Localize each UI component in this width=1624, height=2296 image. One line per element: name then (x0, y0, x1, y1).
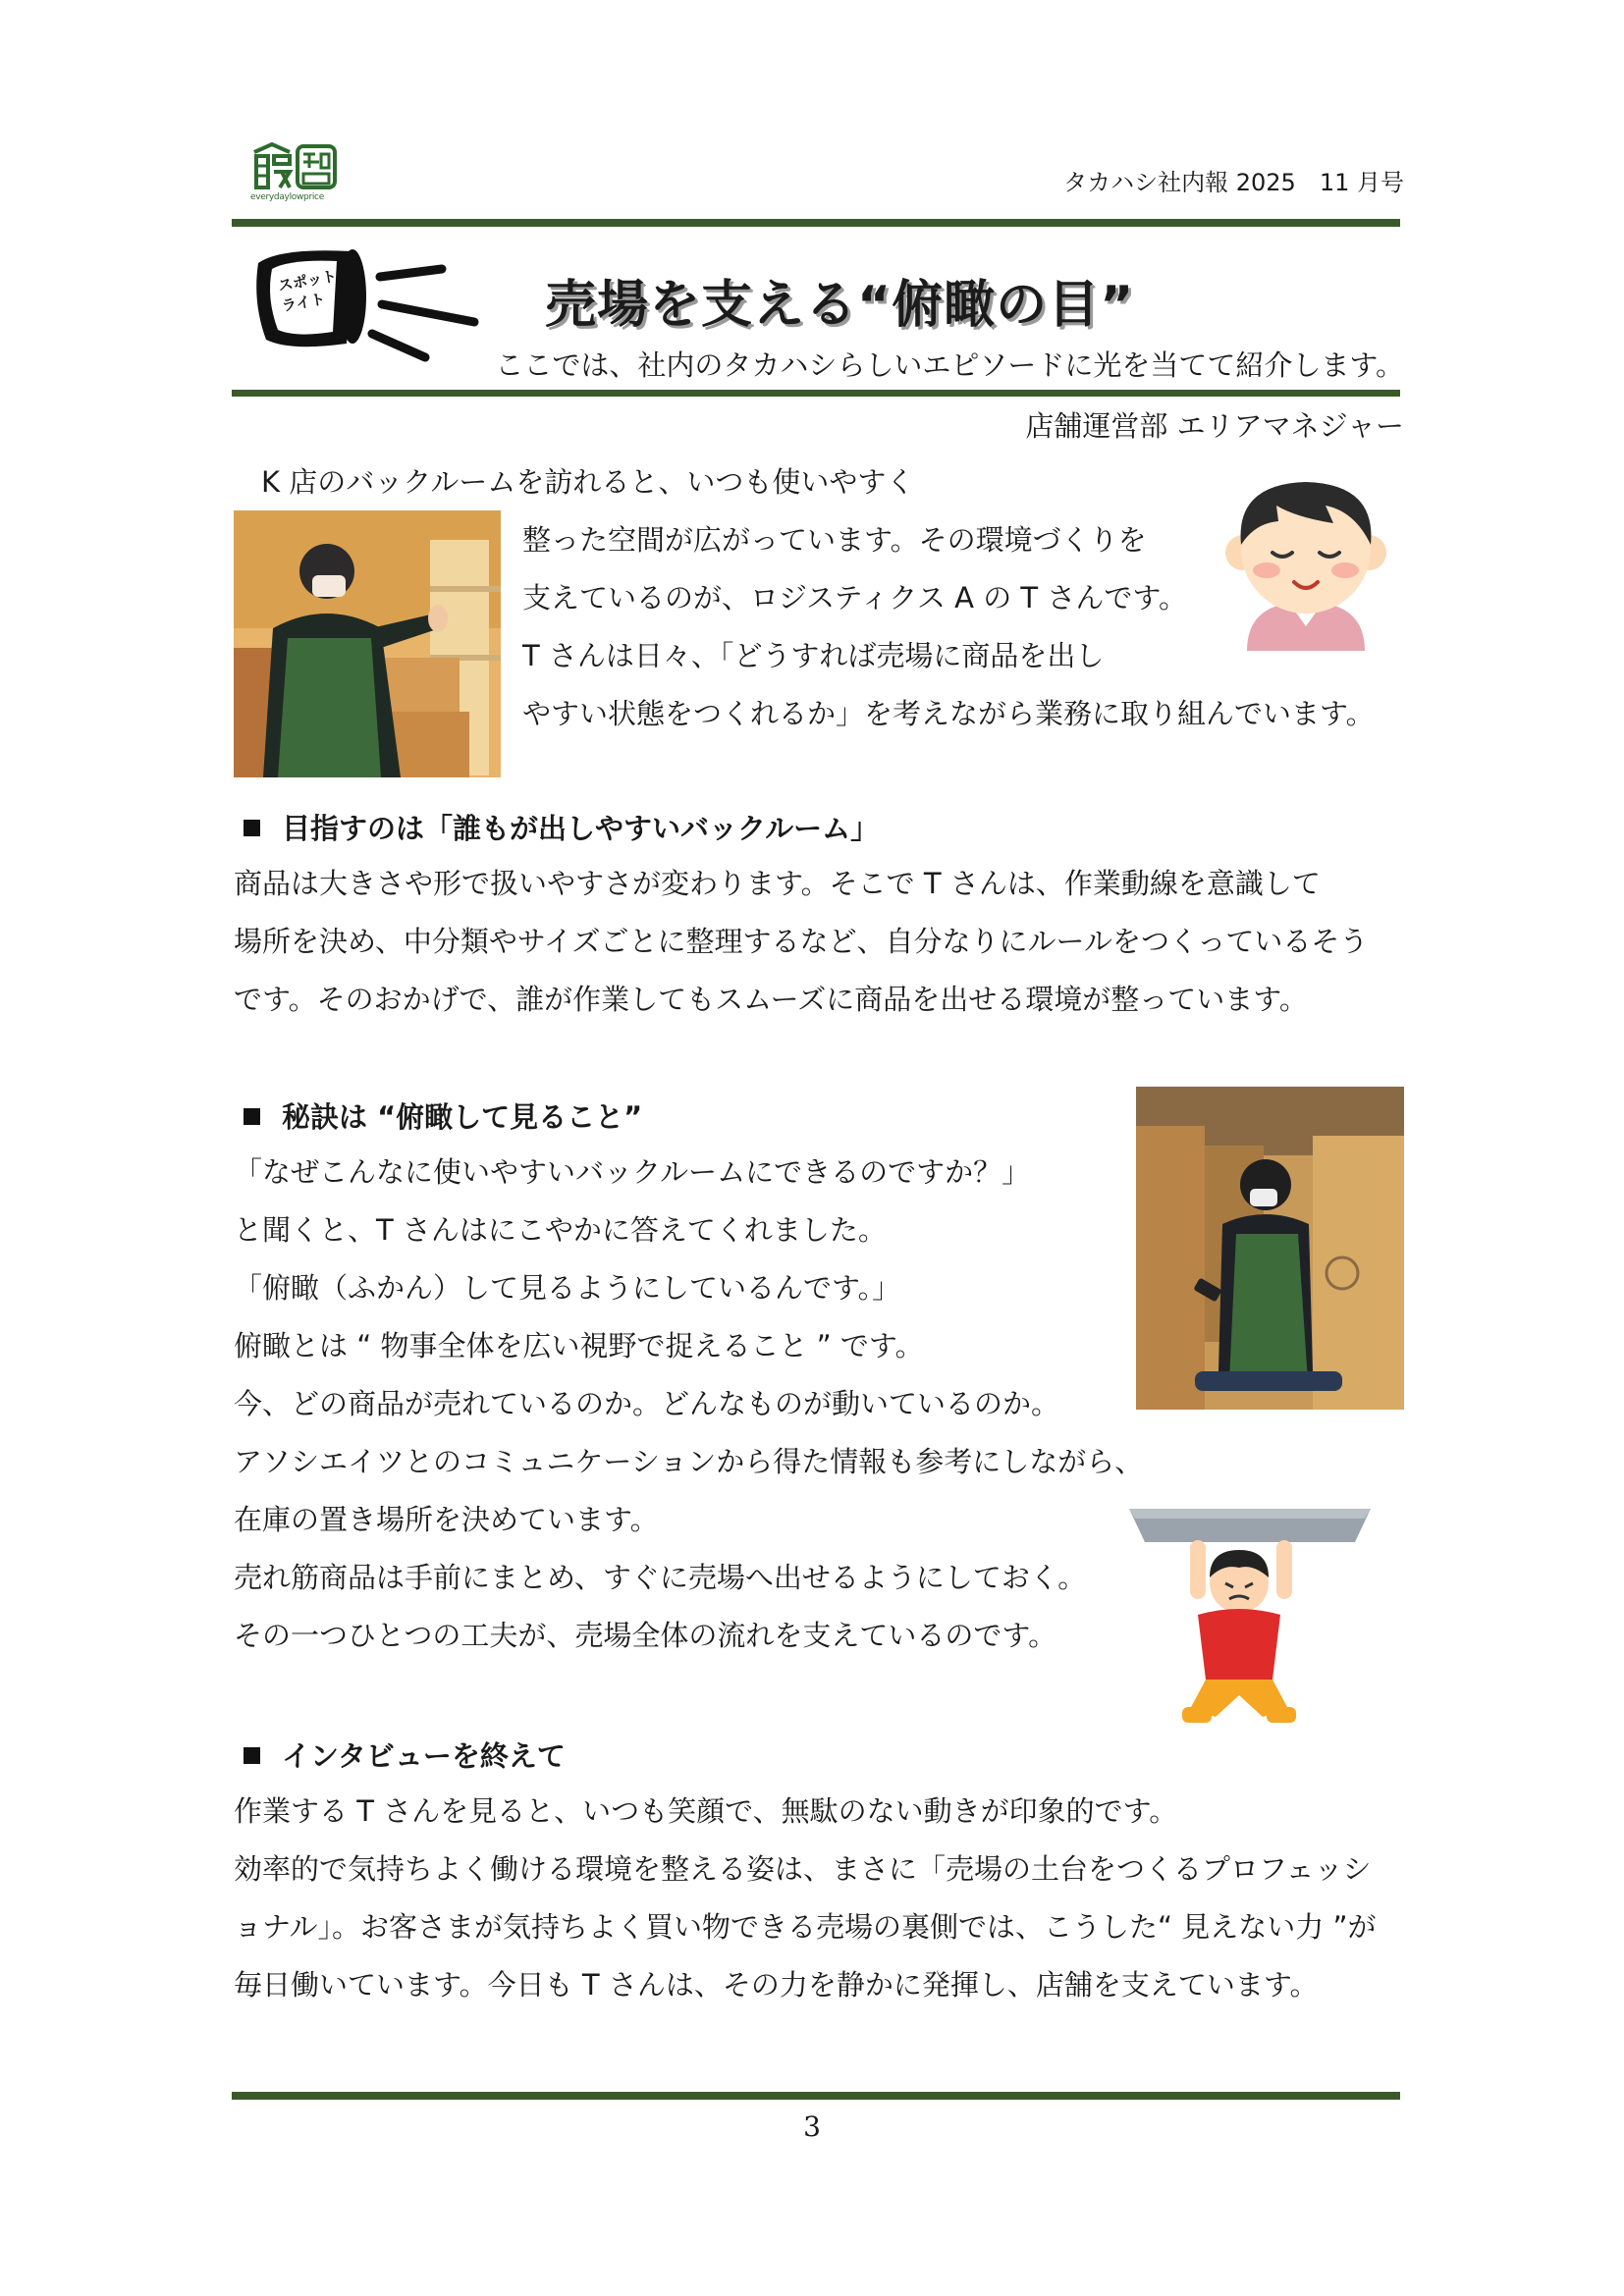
page-number: 3 (803, 2110, 821, 2143)
body-line: 俯瞰とは “ 物事全体を広い視野で捉えること ” です。 (234, 1329, 924, 1362)
bullet-square-icon (244, 820, 260, 836)
checking-photo-icon (1136, 1087, 1404, 1410)
intro-line: 整った空間が広がっています。その環境づくりを (522, 523, 1147, 557)
section-heading (234, 1095, 642, 1136)
section-heading (234, 807, 879, 847)
badge-label: スポット ライト (276, 267, 339, 315)
logo (250, 142, 341, 207)
bullet-square-icon (244, 1747, 260, 1764)
divider (232, 219, 1400, 227)
body-line: その一つひとつの工夫が、売場全体の流れを支えているのです。 (234, 1619, 1057, 1652)
bullet-square-icon (244, 1108, 260, 1125)
divider (232, 390, 1400, 397)
section-heading-text: 目指すのは「誰もが出しやすいバックルーム」 (282, 812, 880, 845)
section-heading (234, 1735, 566, 1775)
body-line: 毎日働いています。今日も T さんは、その力を静かに発揮し、店舗を支えています。 (234, 1968, 1319, 2002)
manager-illustration (1208, 454, 1404, 651)
worker-photo-icon (234, 510, 501, 777)
body-line: です。そのおかげで、誰が作業してもスムーズに商品を出せる環境が整っています。 (234, 983, 1308, 1016)
body-line: 在庫の置き場所を決めています。 (234, 1503, 659, 1536)
body-line: 今、どの商品が売れているのか。どんなものが動いているのか。 (234, 1387, 1060, 1420)
section-heading-text: インタビューを終えて (282, 1739, 566, 1773)
body-line: と聞くと、T さんはにこやかに答えてくれました。 (234, 1213, 887, 1247)
intro-line: 支えているのが、ロジスティクス A の T さんです。 (522, 581, 1188, 614)
body-line: 場所を決め、中分類やサイズごとに整理するなど、自分なりにルールをつくっているそう (234, 925, 1369, 958)
intro-line: やすい状態をつくれるか」を考えながら業務に取り組んでいます。 (522, 697, 1375, 730)
issue-label: タカハシ社内報 2025 11 月号 (1063, 169, 1404, 196)
body-line: 売れ筋商品は手前にまとめ、すぐに売場へ出せるようにしておく。 (234, 1561, 1087, 1594)
page-title: 売場を支える“俯瞰の目” (545, 276, 1135, 335)
manager-face-icon (1208, 454, 1404, 651)
footer-divider (232, 2092, 1400, 2100)
lifting-illustration (1129, 1507, 1375, 1742)
intro-line: K 店のバックルームを訪れると、いつも使いやすく (261, 465, 915, 499)
body-line: 商品は大きさや形で扱いやすさが変わります。そこで T さんは、作業動線を意識して (234, 867, 1321, 900)
subtitle: ここでは、社内のタカハシらしいエピソードに光を当てて紹介します。 (495, 348, 1404, 382)
body-line: 効率的で気持ちよく働ける環境を整える姿は、まさに「売場の土台をつくるプロフェッシ (234, 1852, 1372, 1886)
spotlight-badge (250, 238, 486, 365)
body-line: ョナル」。お客さまが気持ちよく買い物できる売場の裏側では、こうした“ 見えない力 ”が (234, 1910, 1377, 1944)
logo-tagline: everydaylowprice (250, 192, 324, 202)
body-line: 「俯瞰（ふかん）して見るようにしているんです。」 (234, 1271, 901, 1305)
body-line: 「なぜこんなに使いやすいバックルームにできるのですか？」 (234, 1155, 1031, 1189)
worker-photo (234, 510, 501, 777)
intro-line: T さんは日々、「どうすれば売場に商品を出し (522, 639, 1105, 672)
body-line: 作業する T さんを見ると、いつも笑顔で、無駄のない動きが印象的です。 (234, 1794, 1178, 1828)
body-line: アソシエイツとのコミュニケーションから得た情報も参考にしながら、 (234, 1445, 1144, 1478)
lifting-person-icon (1129, 1507, 1375, 1742)
author-label: 店舗運営部 エリアマネジャー (1025, 409, 1404, 443)
checking-photo (1136, 1087, 1404, 1410)
section-heading-text: 秘訣は “俯瞰して見ること” (282, 1100, 643, 1134)
